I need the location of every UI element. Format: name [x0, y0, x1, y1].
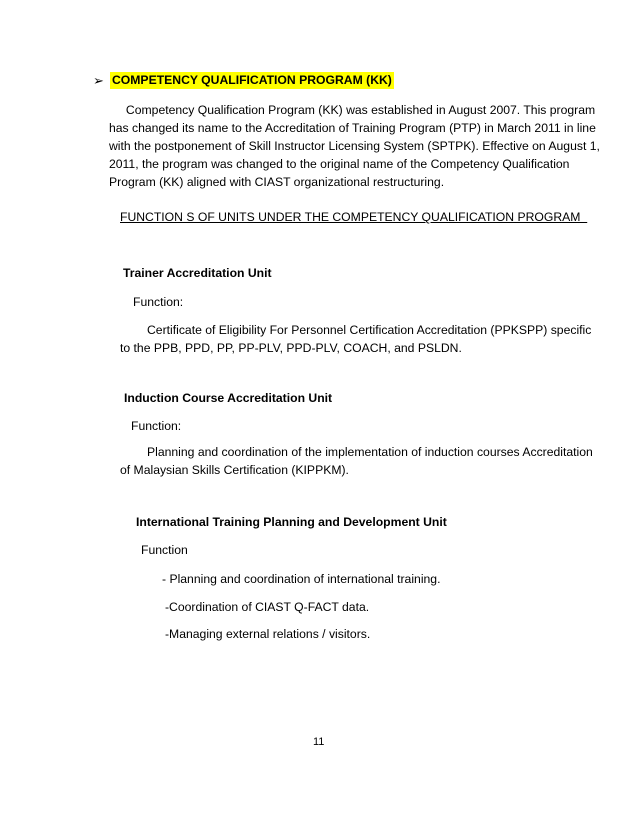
page-number: 11: [313, 736, 325, 748]
unit-title-induction-course-accreditation: Induction Course Accreditation Unit: [124, 391, 333, 405]
unit-function-line: Certificate of Eligibility For Personnel Certification Accreditation (PPKSPP) specific: [147, 323, 592, 337]
paragraph-line: with the postponement of Skill Instructor Licensing System (SPTPK). Effective on August 1,: [109, 139, 600, 153]
paragraph-line: has changed its name to the Accreditation of Training Program (PTP) in March 2011 in line: [109, 121, 596, 135]
section-heading-text: COMPETENCY QUALIFICATION PROGRAM (KK): [112, 73, 392, 87]
paragraph-line: Competency Qualification Program (KK) was established in August 2007. This program: [109, 103, 596, 117]
unit-function-line: - Planning and coordination of international training.: [162, 572, 441, 586]
unit-function-line: -Managing external relations / visitors.: [165, 627, 371, 641]
unit-title-international-training: International Training Planning and Development Unit: [136, 515, 447, 529]
unit-function-line: Planning and coordination of the implementation of induction courses Accreditation: [147, 445, 593, 459]
function-label: Function:: [133, 295, 184, 309]
function-label: Function:: [131, 419, 182, 433]
functions-title: FUNCTION S OF UNITS UNDER THE COMPETENCY QUALIFICATION PROGRAM: [120, 210, 588, 224]
intro-paragraph: [109, 101, 600, 191]
paragraph-line: Program (KK) aligned with CIAST organizational restructuring.: [109, 175, 445, 189]
unit-function-line: -Coordination of CIAST Q-FACT data.: [165, 600, 370, 614]
unit-title-trainer-accreditation: Trainer Accreditation Unit: [123, 266, 272, 280]
unit-function-line: to the PPB, PPD, PP, PP-PLV, PPD-PLV, COACH, and PSLDN.: [120, 341, 462, 355]
arrow-bullet-icon: ➢: [93, 73, 104, 88]
unit-function-line: of Malaysian Skills Certification (KIPPKM).: [120, 463, 349, 477]
paragraph-line: 2011, the program was changed to the original name of the Competency Qualification: [109, 157, 570, 171]
function-label: Function: [141, 543, 188, 557]
